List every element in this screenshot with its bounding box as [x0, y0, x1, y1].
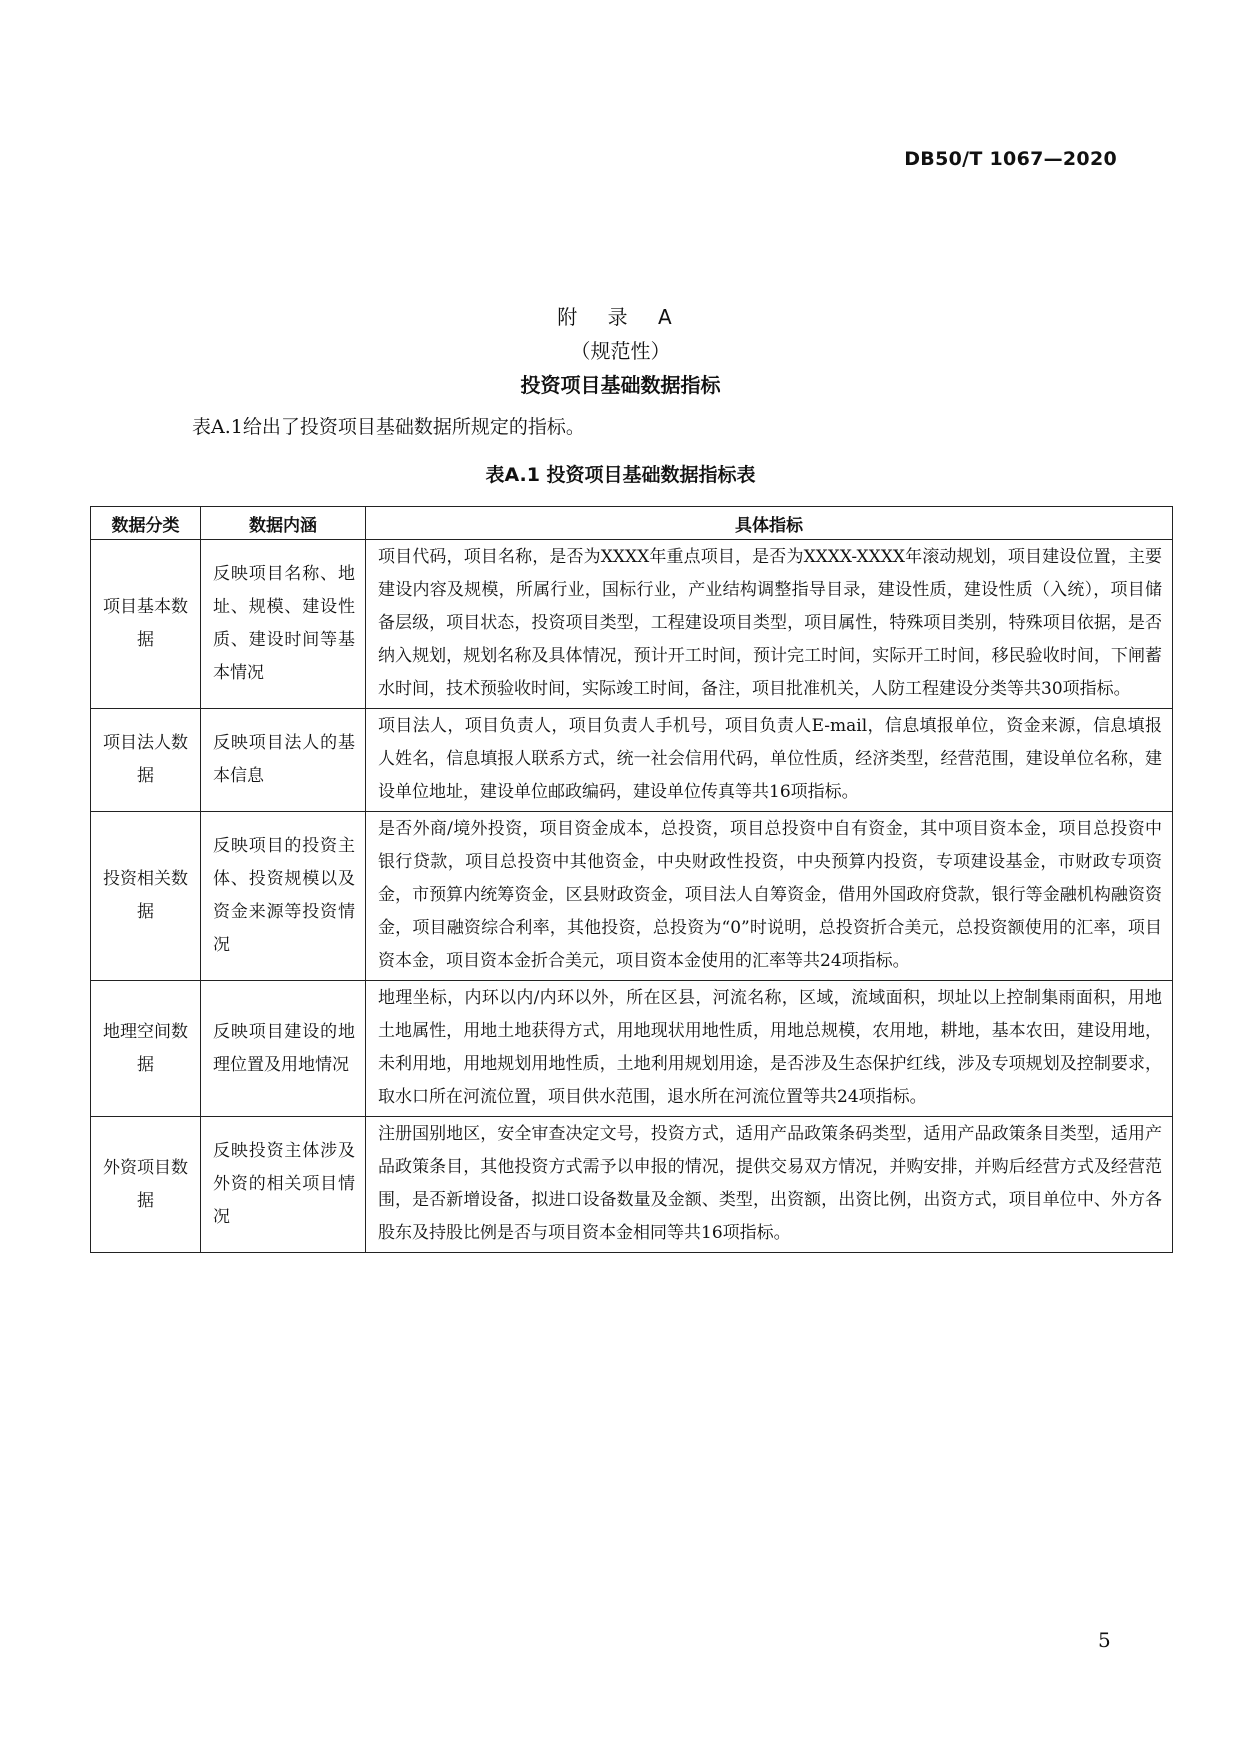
indicator-table: [90, 506, 1173, 1253]
page-number: 5: [1098, 1628, 1111, 1652]
row-content: 反映项目建设的地理位置及用地情况: [201, 981, 366, 1117]
row-indicators: 项目代码，项目名称，是否为XXXX年重点项目，是否为XXXX-XXXX年滚动规划，项目建设位置，主要建设内容及规模，所属行业，国标行业，产业结构调整指导目录，建设性质，建设性质（入统），项目储备层级，项目状态，投资项目类型，工程建设项目类型，项目属性，特殊项目类别，特殊项目依据，是否纳入规划，规划名称及具体情况，预计开工时间，预计完工时间，实际开工时间，移民验收时间，下闸蓄水时间，技术预验收时间，实际竣工时间，备注，项目批准机关，人防工程建设分类等共30项指标。: [366, 540, 1173, 709]
row-category: 项目法人数据: [91, 709, 201, 812]
table-row: [91, 1117, 1173, 1253]
standard-code: DB50/T 1067—2020: [904, 148, 1117, 170]
row-indicators: 地理坐标，内环以内/内环以外，所在区县，河流名称，区域，流域面积，坝址以上控制集雨面积，用地土地属性，用地土地获得方式，用地现状用地性质，用地总规模，农用地，耕地，基本农田，建设用地，未利用地，用地规划用地性质，土地利用规划用途，是否涉及生态保护红线，涉及专项规划及控制要求，取水口所在河流位置，项目供水范围，退水所在河流位置等共24项指标。: [366, 981, 1173, 1117]
header-content: 数据内涵: [201, 507, 366, 540]
row-indicators: 是否外商/境外投资，项目资金成本，总投资，项目总投资中自有资金，其中项目资本金，项目总投资中银行贷款，项目总投资中其他资金，中央财政性投资，中央预算内投资，专项建设基金，市财政专项资金，市预算内统筹资金，区县财政资金，项目法人自筹资金，借用外国政府贷款，银行等金融机构融资资金，项目融资综合利率，其他投资，总投资为“0”时说明，总投资折合美元，总投资额使用的汇率，项目资本金，项目资本金折合美元，项目资本金使用的汇率等共24项指标。: [366, 812, 1173, 981]
appendix-heading: [0, 300, 1241, 402]
row-category: 外资项目数据: [91, 1117, 201, 1253]
table-row: [91, 540, 1173, 709]
table-caption: 表A.1 投资项目基础数据指标表: [485, 464, 756, 486]
header-indicators: 具体指标: [366, 507, 1173, 540]
table-row: [91, 981, 1173, 1117]
row-indicators: 注册国别地区，安全审查决定文号，投资方式，适用产品政策条码类型，适用产品政策条目类型，适用产品政策条目，其他投资方式需予以申报的情况，提供交易双方情况，并购安排，并购后经营方式及经营范围，是否新增设备，拟进口设备数量及金额、类型，出资额，出资比例，出资方式，项目单位中、外方各股东及持股比例是否与项目资本金相同等共16项指标。: [366, 1117, 1173, 1253]
appendix-nature: （规范性）: [570, 339, 671, 363]
row-category: 投资相关数据: [91, 812, 201, 981]
row-category: 地理空间数据: [91, 981, 201, 1117]
appendix-title: 附 录 A: [557, 305, 684, 329]
row-content: 反映项目名称、地址、规模、建设性质、建设时间等基本情况: [201, 540, 366, 709]
table-row: [91, 812, 1173, 981]
appendix-name: 投资项目基础数据指标: [520, 373, 721, 397]
row-content: 反映投资主体涉及外资的相关项目情况: [201, 1117, 366, 1253]
intro-paragraph: 表A.1给出了投资项目基础数据所规定的指标。: [192, 416, 585, 438]
row-content: 反映项目法人的基本信息: [201, 709, 366, 812]
table-row: [91, 709, 1173, 812]
header-category: 数据分类: [91, 507, 201, 540]
row-category: 项目基本数据: [91, 540, 201, 709]
table-header-row: [91, 507, 1173, 540]
row-indicators: 项目法人，项目负责人，项目负责人手机号，项目负责人E-mail，信息填报单位，资金来源，信息填报人姓名，信息填报人联系方式，统一社会信用代码，单位性质，经济类型，经营范围，建设单位名称，建设单位地址，建设单位邮政编码，建设单位传真等共16项指标。: [366, 709, 1173, 812]
row-content: 反映项目的投资主体、投资规模以及资金来源等投资情况: [201, 812, 366, 981]
